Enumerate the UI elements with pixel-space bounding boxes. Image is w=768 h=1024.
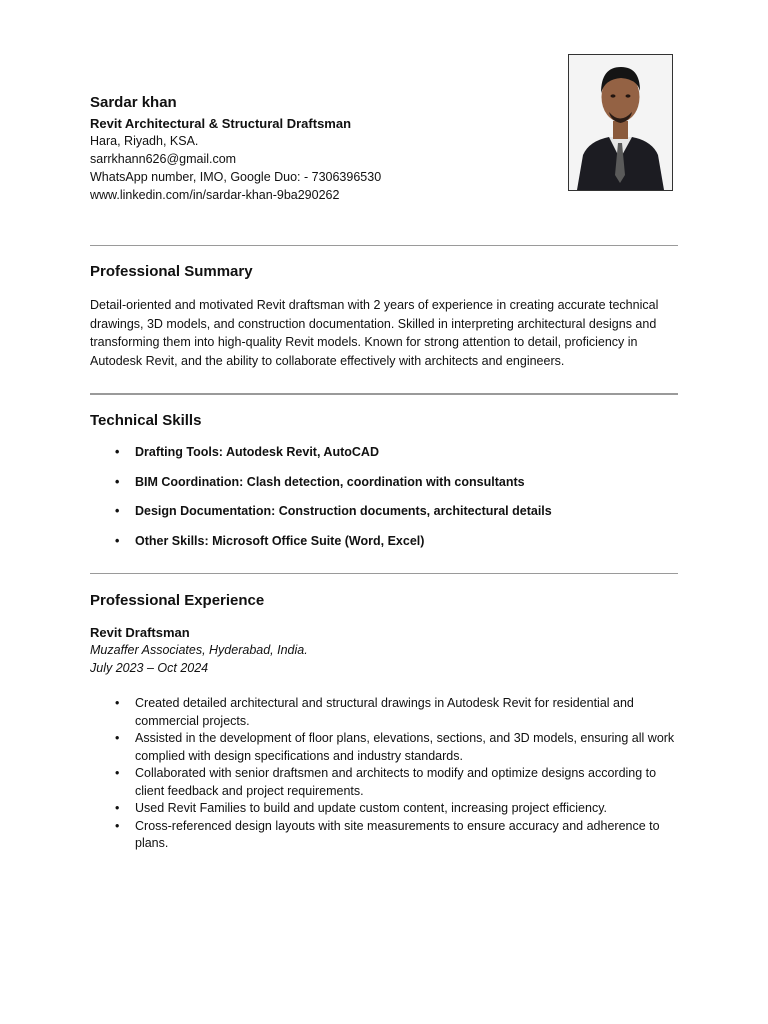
experience-heading: Professional Experience (90, 592, 265, 609)
experience-item (90, 695, 680, 730)
section-divider (90, 573, 678, 574)
skill-text: Other Skills: Microsoft Office Suite (Word, Excel) (135, 533, 425, 548)
skills-list (90, 444, 680, 562)
skill-text: Drafting Tools: Autodesk Revit, AutoCAD (135, 445, 379, 459)
experience-item (90, 765, 680, 800)
experience-list (90, 695, 680, 853)
experience-text: Collaborated with senior draftsmen and architects to modify and optimize designs according to client feedback and project requirements. (135, 766, 657, 798)
bullet-icon: • (115, 766, 120, 780)
contact-email: sarrkhann626@gmail.com (90, 152, 237, 166)
skill-text: Design Documentation: Construction documents, architectural details (135, 504, 552, 518)
contact-linkedin: www.linkedin.com/in/sardar-khan-9ba290262 (90, 188, 340, 202)
experience-item (90, 818, 680, 853)
skill-item (90, 444, 680, 474)
job-role: Revit Draftsman (90, 625, 190, 640)
section-divider (90, 393, 678, 395)
bullet-icon: • (115, 801, 120, 815)
bullet-icon: • (115, 504, 120, 518)
experience-item (90, 730, 680, 765)
bullet-icon: • (115, 445, 120, 459)
experience-text: Assisted in the development of floor plans, elevations, sections, and 3D models, ensuring all work complied with design specifications and industry standards. (135, 731, 675, 763)
skill-text: BIM Coordination: Clash detection, coordination with consultants (135, 474, 525, 489)
bullet-icon: • (115, 818, 120, 833)
profile-photo (568, 54, 673, 191)
section-divider (90, 245, 678, 246)
contact-address: Hara, Riyadh, KSA. (90, 134, 199, 148)
contact-phone: WhatsApp number, IMO, Google Duo: - 7306396530 (90, 170, 382, 184)
bullet-icon: • (115, 533, 120, 548)
experience-text: Created detailed architectural and structural drawings in Autodesk Revit for residential and commercial projects. (135, 696, 634, 728)
bullet-icon: • (115, 731, 120, 745)
summary-heading: Professional Summary (90, 263, 253, 280)
job-company: Muzaffer Associates, Hyderabad, India. (90, 643, 308, 657)
skills-heading: Technical Skills (90, 412, 202, 429)
experience-text: Used Revit Families to build and update custom content, increasing project efficiency. (135, 801, 608, 815)
experience-text: Cross-referenced design layouts with site measurements to ensure accuracy and adherence to plans. (135, 818, 660, 850)
bullet-icon: • (115, 696, 120, 710)
skill-item (90, 503, 680, 533)
bullet-icon: • (115, 474, 120, 489)
candidate-title: Revit Architectural & Structural Draftsman (90, 116, 352, 131)
skill-item (90, 474, 680, 504)
job-dates: July 2023 – Oct 2024 (90, 661, 209, 675)
skill-item (90, 533, 680, 563)
summary-text: Detail-oriented and motivated Revit draftsman with 2 years of experience in creating accurate technical drawings, 3D models, and construction documentation. Skilled in interpreting architectural designs and transforming them into high-quality Revit models. Known for strong attention to detail, proficiency in Autodesk Revit, and the ability to collaborate effectively with architects and engineers. (90, 298, 659, 368)
experience-item (90, 800, 680, 818)
candidate-name: Sardar khan (90, 94, 177, 111)
